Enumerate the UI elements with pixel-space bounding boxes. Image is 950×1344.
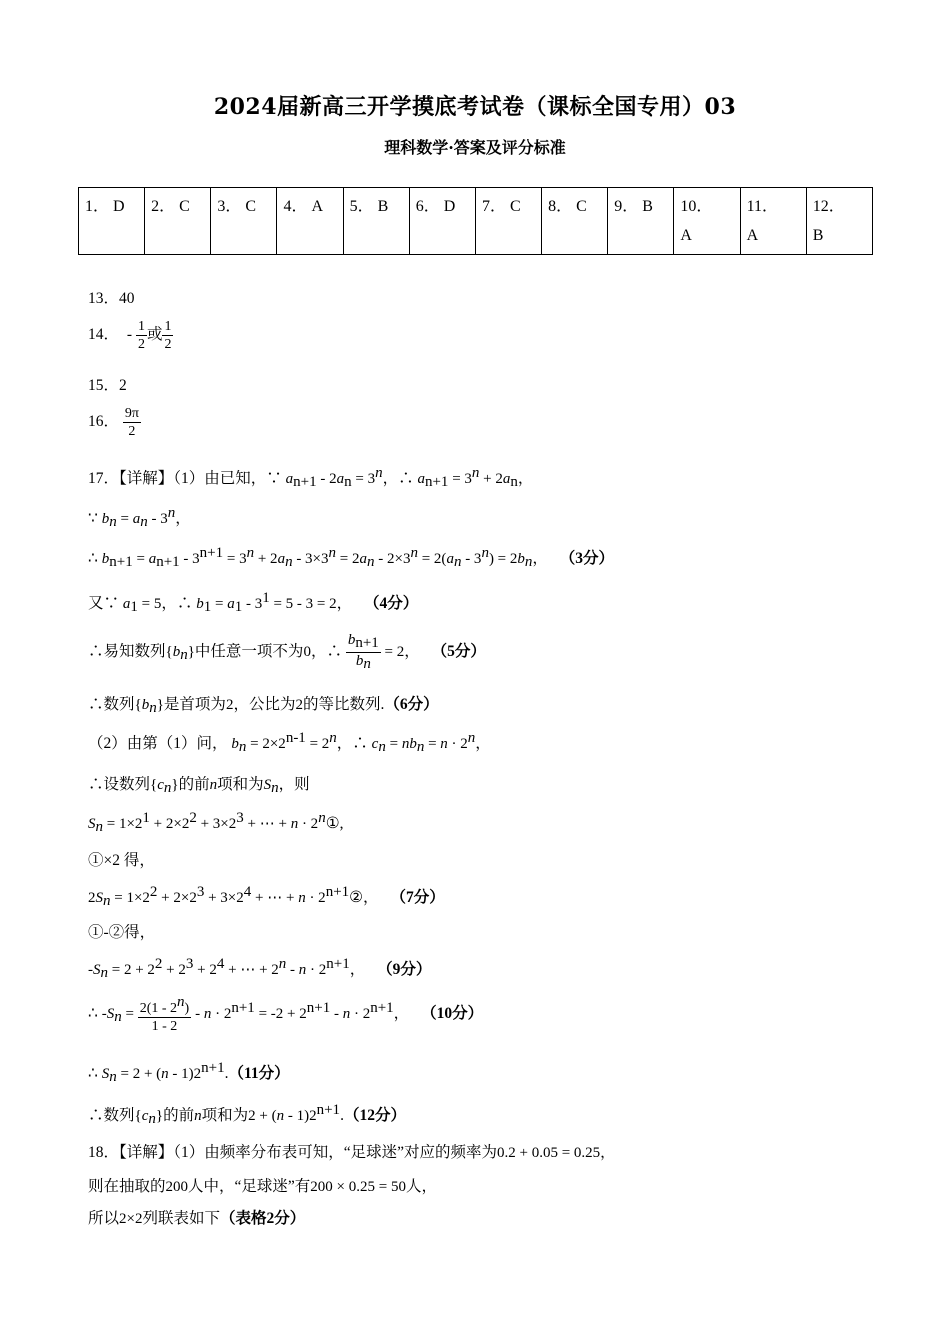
answer-cell xyxy=(79,188,145,255)
answer-cell xyxy=(740,188,806,255)
q17-l8-d: ，则 xyxy=(278,776,310,793)
answer-choice: C xyxy=(576,198,587,215)
answer-number: 7． xyxy=(481,198,506,215)
answer-number: 4． xyxy=(283,198,308,215)
answer-cell xyxy=(145,188,211,255)
answer-number: 6． xyxy=(415,198,440,215)
q17-line-2: ∵ $b_n = a_n - 3^n$， xyxy=(88,505,191,530)
q17-l5-zero: 0 xyxy=(303,644,311,661)
score-7: （7分） xyxy=(390,889,445,906)
q17-line-8: ∴设数列$\{c_n\}$的前n项和为$S_n$，则 xyxy=(88,776,310,796)
q18-l3-b: 2×2 xyxy=(119,1211,143,1227)
frac-num: 1 xyxy=(164,319,172,334)
answer-cell xyxy=(277,188,343,255)
answer-choice: A xyxy=(746,227,759,244)
answer-16-fraction xyxy=(123,405,141,440)
q17-line-6: ∴数列$\{b_n\}$是首项为2，公比为2的等比数列.（6分） xyxy=(88,696,439,716)
answer-choice: C xyxy=(509,198,521,215)
answer-number: 3． xyxy=(217,198,242,215)
answer-number: 10． xyxy=(680,198,713,215)
q17-l8-c: 项和为 xyxy=(217,776,264,793)
q17-l6-c: ，公比为 xyxy=(233,696,296,713)
page-title: 2024届新高三开学摸底考试卷（课标全国专用）03 xyxy=(213,94,737,120)
frac-den: 2 xyxy=(164,337,172,352)
answer-cell xyxy=(674,188,740,255)
q17-l8-b: 的前 xyxy=(178,776,210,793)
q17-l6-a: ∴数列 xyxy=(88,696,135,713)
score-11: （11分） xyxy=(228,1065,290,1082)
frac-num: 9π xyxy=(124,406,139,421)
q18-l3-d: （表格2分） xyxy=(220,1210,306,1227)
q17-l6-d: 的等比数列. xyxy=(302,696,385,713)
ratio-fraction: $\frac{b_{n+1}}{b_n}$ xyxy=(347,632,379,672)
q17-line-14: ∴ $-S_n$ = $\frac{2(1 - 2^n)}{1 - 2}$ - $n \cdot 2^{n+1} = -2 + 2^{n+1} - n \cdot 2^{n+1}$， （10分） xyxy=(88,994,484,1034)
answer-choice: A xyxy=(680,227,692,244)
score-6: （6分） xyxy=(384,696,439,713)
q18-l2-d: 200 × 0.25 = 50 xyxy=(310,1179,406,1195)
q18-l2-b: 200 xyxy=(165,1179,189,1195)
answer-14-fraction-2 xyxy=(162,318,173,353)
answer-choice: B xyxy=(377,198,389,215)
answer-number: 8． xyxy=(548,198,573,215)
score-4: （4分） xyxy=(364,595,419,612)
answer-cell xyxy=(343,188,409,255)
q17-line-9: $S_n = 1\times 2^1 + 2\times 2^2 + 3\times 2^3$ + ⋯ + $n \cdot 2^n①$, xyxy=(88,810,344,835)
q17-l5-text: ∴易知数列 xyxy=(88,643,166,661)
q17-l7-a: （2）由第（1）问， xyxy=(88,735,228,752)
answer-table xyxy=(78,187,873,255)
answer-row xyxy=(79,188,873,255)
answer-16 xyxy=(88,405,141,440)
q18-l3-c: 列联表如下 xyxy=(142,1210,220,1227)
q17-line-1: 17．【详解】（1）由已知，∵ $a_{n+1} - 2a_n = 3^n$，∴ $a_{n+1} = 3^n + 2a_n$， xyxy=(88,465,534,490)
q18-line-3 xyxy=(88,1206,305,1228)
q18-line-2 xyxy=(88,1174,437,1196)
q17-l16-c: 项和为 xyxy=(201,1107,249,1124)
geometric-sum-fraction: $\frac{2(1 - 2^n)}{1 - 2}$ xyxy=(139,994,190,1034)
answer-14-fraction-1 xyxy=(136,318,147,353)
q17-line-13: $-S_n = 2 + 2^2 + 2^3 + 2^4$ + ⋯ + $2^n - n \cdot 2^{n+1}$， （9分） xyxy=(88,956,432,981)
answer-14-label: 14． xyxy=(88,326,120,344)
answer-14-or: 或 xyxy=(146,326,163,344)
q18-line-1 xyxy=(88,1140,615,1162)
q17-l8-a: ∴设数列 xyxy=(88,776,151,793)
score-12: （12分） xyxy=(343,1107,406,1124)
q17-l6-b: 是首项为 xyxy=(163,696,226,713)
answer-14 xyxy=(88,318,173,353)
answer-number: 2． xyxy=(151,198,176,215)
answer-cell xyxy=(806,188,872,255)
answer-number: 9． xyxy=(614,198,639,215)
frac-num: 1 xyxy=(137,319,145,334)
answer-14-minus: - xyxy=(126,326,133,344)
q17-l16-a: ∴数列 xyxy=(88,1107,135,1124)
answer-number: 12． xyxy=(812,198,845,215)
q17-line-10: ①×2 得， xyxy=(88,852,155,869)
q17-line-3: ∴ $b_{n+1} = a_{n+1} - 3^{n+1} = 3^n + 2a_n - 3\times 3^n = 2a_n - 2\times 3^n = 2(a_n - 3^n) = 2b_n$， （3分） xyxy=(88,545,615,570)
score-5: （5分） xyxy=(431,643,486,661)
frac-den: 2 xyxy=(128,424,136,439)
q17-line-16: ∴数列$\{c_n\}$的前n项和为$2 + (n - 1)2^{n+1}.(12$分） xyxy=(88,1102,406,1127)
answer-cell xyxy=(475,188,541,255)
answer-number: 1． xyxy=(85,198,110,215)
answer-choice: D xyxy=(443,198,456,215)
score-10: （10分） xyxy=(421,1005,484,1023)
q17-l16-b: 的前 xyxy=(163,1107,195,1124)
answer-choice: D xyxy=(113,198,125,215)
q18-l1-b: 0.2 + 0.05 = 0.25， xyxy=(497,1145,616,1161)
answer-cell xyxy=(542,188,608,255)
q18-l3-a: 所以 xyxy=(88,1210,120,1227)
answer-choice: A xyxy=(311,198,324,215)
q17-line-4: 又∵ $a_1 = 5$，∴ $b_1 = a_1 - 3^1 = 5 - 3 = 2$， （4分） xyxy=(88,590,419,615)
score-9: （9分） xyxy=(377,961,432,978)
q18-l2-a: 则在抽取的 xyxy=(88,1178,166,1195)
q17-line-15: ∴ $S_n = 2 + (n - 1)2^{n+1}.(11$分） xyxy=(88,1060,290,1085)
answer-cell xyxy=(608,188,674,255)
q18-l1-a: 18．【详解】（1）由频率分布表可知，“足球迷”对应的频率为 xyxy=(88,1144,498,1161)
score-3: （3分） xyxy=(559,550,615,567)
q17-l5-mid: 中任意一项不为 xyxy=(194,643,304,661)
answer-cell xyxy=(211,188,277,255)
q17-label: 17．【详解】（1）由已知，∵ xyxy=(88,470,282,487)
answer-number: 5． xyxy=(349,198,374,215)
q17-line-7: （2）由第（1）问， $b_n = 2\times 2^{n-1} = 2^n$，∴ $c_n = nb_n = n \cdot 2^n$， xyxy=(88,730,491,755)
q18-l2-e: 人， xyxy=(405,1178,437,1195)
q18-l2-c: 人中，“足球迷”有 xyxy=(188,1178,311,1195)
answer-15: 15．2 xyxy=(88,377,127,394)
answer-16-label: 16． xyxy=(88,413,120,431)
answer-choice: B xyxy=(812,227,824,244)
answer-choice: C xyxy=(179,198,190,215)
page-subtitle: 理科数学·答案及评分标准 xyxy=(384,138,566,157)
answer-cell xyxy=(409,188,475,255)
answer-number: 11． xyxy=(746,198,778,215)
answer-choice: C xyxy=(245,198,256,215)
answer-13: 13．40 xyxy=(88,290,135,307)
answer-choice: B xyxy=(642,198,653,215)
q17-line-5: ∴易知数列$\{b_n\}$中任意一项不为0，∴ $\frac{b_{n+1}}{b_n}$ = 2， （5分） xyxy=(88,632,486,672)
q17-line-12: ①-②得， xyxy=(88,924,156,941)
q17-line-11: $2S_n = 1\times 2^2 + 2\times 2^3 + 3\times 2^4$ + ⋯ + $n \cdot 2^{n+1}②$， （7分） xyxy=(88,884,445,909)
frac-den: 2 xyxy=(137,337,145,352)
